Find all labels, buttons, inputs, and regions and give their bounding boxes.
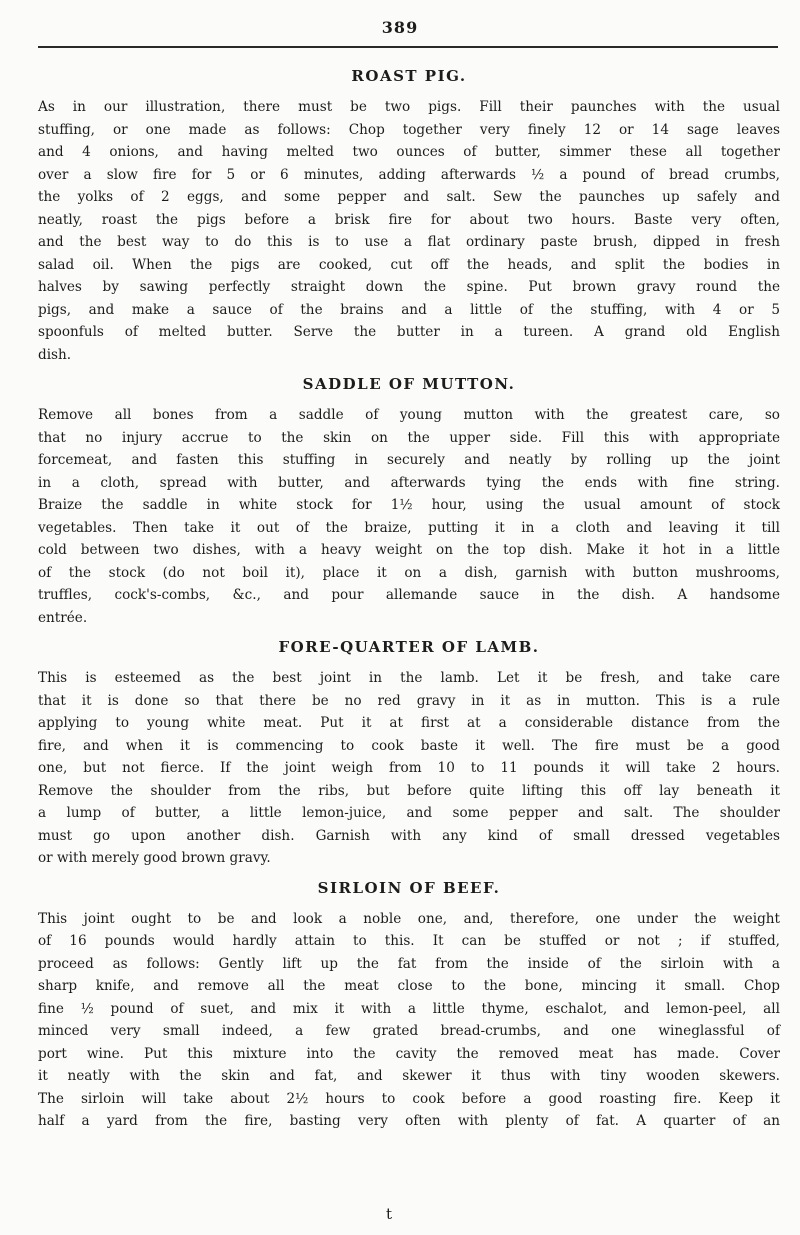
text-line: half a yard from the fire, basting very often with plenty of fat. A quarter of an [38, 1113, 780, 1129]
text-line: dish. [38, 346, 72, 363]
text-line: must go upon another dish. Garnish with any kind of small dressed vegetables [38, 827, 780, 844]
text-line: truffles, cock's-combs, &c., and pour allemande sauce in the dish. A handsome [38, 587, 780, 603]
text-line: forcemeat, and fasten this stuffing in securely and neatly by rolling up the joint [38, 452, 780, 468]
text-line: The sirloin will take about 2½ hours to cook before a good roasting fire. Keep it [38, 1090, 780, 1107]
text-line: stuffing, or one made as follows: Chop together very finely 12 or 14 sage leaves [38, 121, 780, 138]
text-line: it neatly with the skin and fat, and skewer it thus with tiny wooden skewers. [38, 1068, 780, 1084]
heading-saddle-of-mutton: SADDLE OF MUTTON. [302, 375, 516, 393]
text-line: neatly, roast the pigs before a brisk fire for about two hours. Baste very often, [38, 211, 780, 228]
text-line: minced very small indeed, a few grated bread-crumbs, and one wineglassful of [38, 1023, 780, 1039]
page-body [38, 60, 780, 1141]
text-line: in a cloth, spread with butter, and afterwards tying the ends with fine string. [38, 474, 780, 491]
text-line: of the stock (do not boil it), place it on a dish, garnish with button mushrooms, [38, 564, 780, 581]
text-line: cold between two dishes, with a heavy weight on the top dish. Make it hot in a little [38, 542, 780, 558]
text-line: This joint ought to be and look a noble one, and, therefore, one under the weight [38, 910, 780, 927]
paragraph-saddle-of-mutton [38, 404, 780, 629]
text-line: fire, and when it is commencing to cook baste it well. The fire must be a good [38, 737, 780, 754]
text-line: sharp knife, and remove all the meat close to the bone, mincing it small. Chop [38, 978, 780, 994]
text-line: a lump of butter, a little lemon-juice, and some pepper and salt. The shoulder [38, 805, 780, 821]
text-line: or with merely good brown gravy. [38, 850, 271, 866]
text-line: and the best way to do this is to use a flat ordinary paste brush, dipped in fresh [38, 234, 780, 250]
text-line: applying to young white meat. Put it at first at a considerable distance from the [38, 715, 780, 731]
paragraph-sirloin-of-beef [38, 908, 780, 1133]
text-line: halves by sawing perfectly straight down the spine. Put brown gravy round the [38, 279, 780, 295]
text-line: and 4 onions, and having melted two ounces of butter, simmer these all together [38, 144, 780, 160]
text-line: one, but not fierce. If the joint weigh from 10 to 11 pounds it will take 2 hours. [38, 760, 780, 776]
paragraph-roast-pig [38, 96, 780, 366]
text-line: entrée. [38, 609, 88, 626]
heading-roast-pig: ROAST PIG. [351, 67, 467, 85]
text-line: Braize the saddle in white stock for 1½ hour, using the usual amount of stock [38, 497, 780, 513]
text-line: Remove all bones from a saddle of young mutton with the greatest care, so [38, 407, 780, 423]
text-line: Remove the shoulder from the ribs, but before quite lifting this off lay beneath it [38, 782, 780, 799]
text-line: This is esteemed as the best joint in the lamb. Let it be fresh, and take care [38, 670, 780, 686]
text-line: that no injury accrue to the skin on the upper side. Fill this with appropriate [38, 429, 780, 446]
text-line: of 16 pounds would hardly attain to this. It can be stuffed or not ; if stuffed, [38, 933, 780, 949]
text-line: over a slow fire for 5 or 6 minutes, adding afterwards ½ a pound of bread crumbs, [38, 166, 780, 183]
header-rule [38, 46, 778, 48]
paragraph-fore-quarter-of-lamb [38, 667, 780, 870]
text-line: that it is done so that there be no red gravy in it as in mutton. This is a rule [38, 692, 780, 709]
text-line: salad oil. When the pigs are cooked, cut off the heads, and split the bodies in [38, 256, 780, 273]
text-line: port wine. Put this mixture into the cavity the removed meat has made. Cover [38, 1045, 780, 1062]
heading-fore-quarter-of-lamb: FORE-QUARTER OF LAMB. [278, 638, 540, 656]
text-line: fine ½ pound of suet, and mix it with a little thyme, eschalot, and lemon-peel, all [38, 1000, 780, 1017]
text-line: As in our illustration, there must be two pigs. Fill their paunches with the usual [38, 99, 780, 115]
text-line: pigs, and make a sauce of the brains and a little of the stuffing, with 4 or 5 [38, 301, 780, 318]
signature-mark: t [386, 1205, 393, 1223]
page-number: 389 [381, 18, 419, 37]
heading-sirloin-of-beef: SIRLOIN OF BEEF. [317, 878, 501, 897]
text-line: spoonfuls of melted butter. Serve the butter in a tureen. A grand old English [38, 324, 780, 340]
text-line: vegetables. Then take it out of the braize, putting it in a cloth and leaving it till [38, 519, 780, 536]
text-line: proceed as follows: Gently lift up the fat from the inside of the sirloin with a [38, 955, 780, 972]
text-line: the yolks of 2 eggs, and some pepper and salt. Sew the paunches up safely and [38, 189, 780, 205]
